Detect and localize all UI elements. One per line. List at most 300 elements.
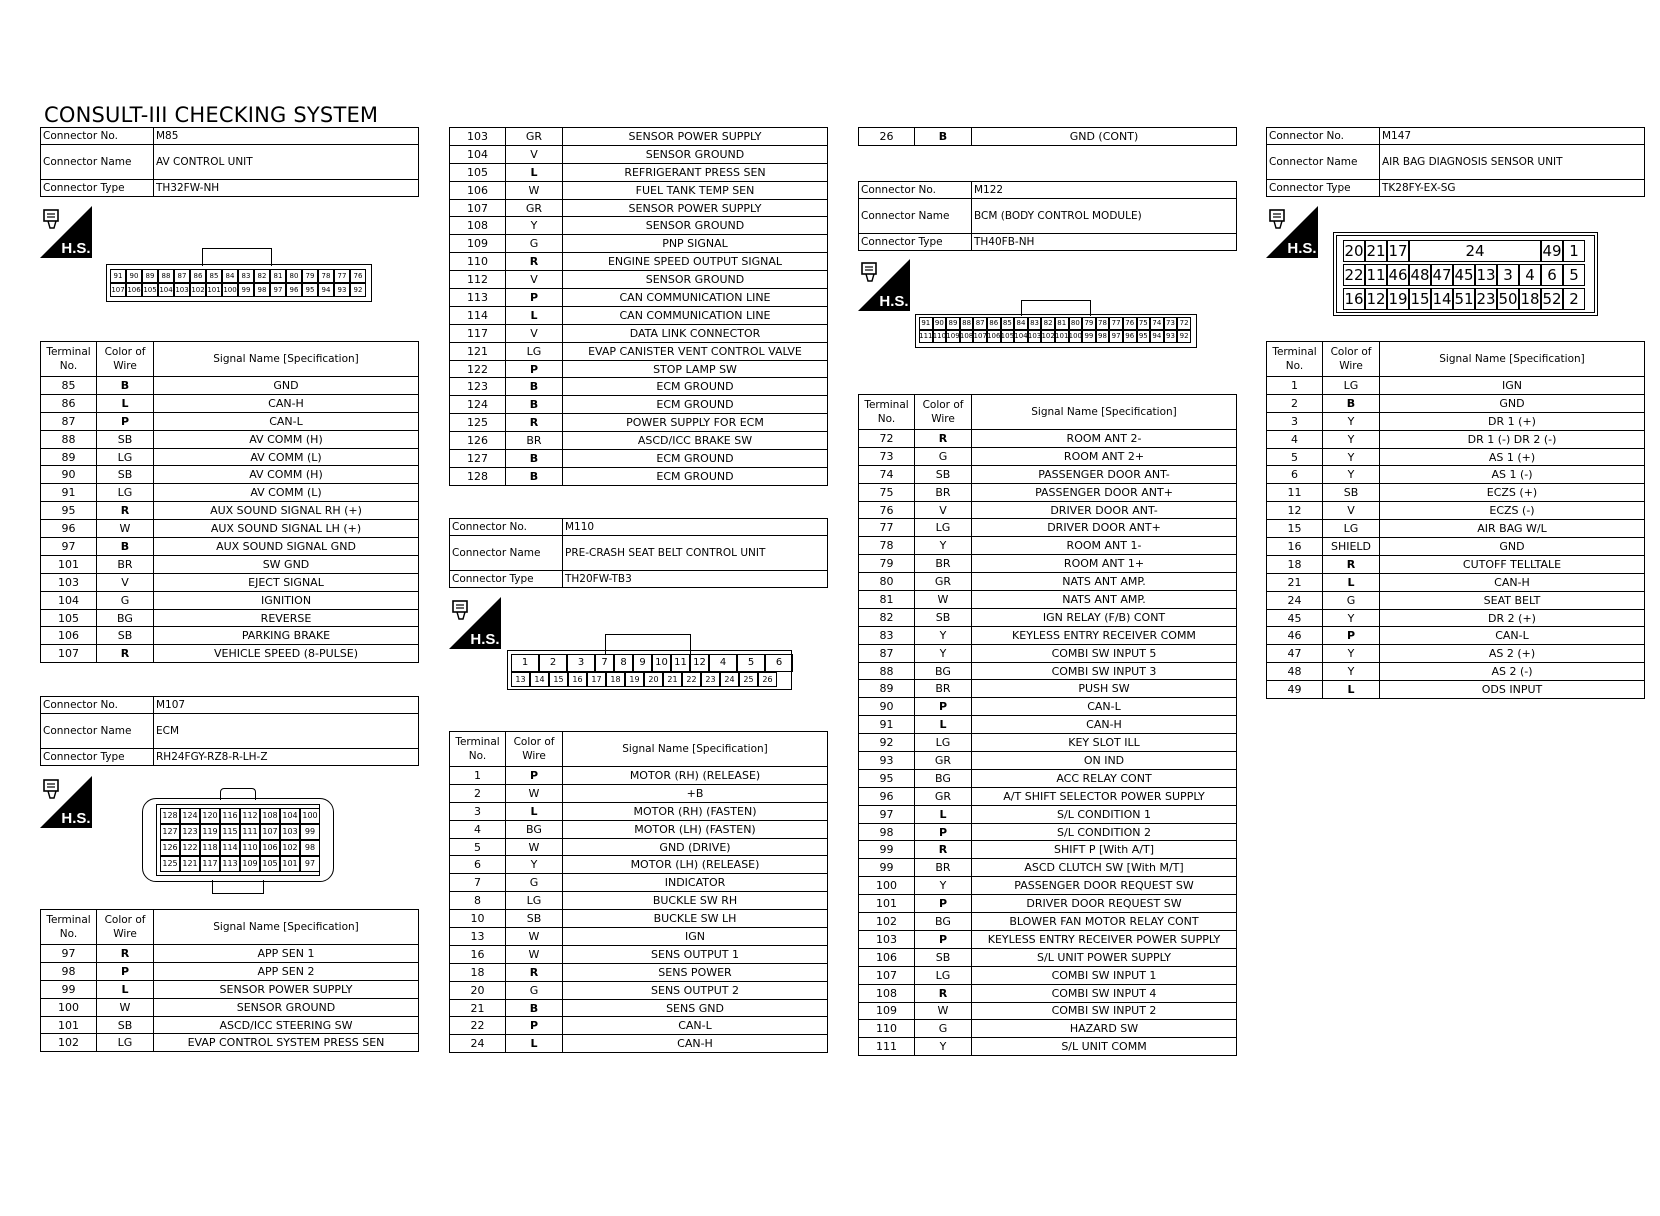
pin-row	[110, 283, 366, 297]
m107-connector-diagram	[142, 788, 334, 894]
wire-color-cell: P	[915, 823, 972, 841]
signal-name-cell: CAN-L	[563, 1017, 828, 1035]
wire-color-cell: W	[506, 928, 563, 946]
connector-pin: 52	[1541, 288, 1563, 310]
terminal-no-cell: 10	[450, 910, 506, 928]
signal-name-cell: EJECT SIGNAL	[154, 573, 419, 591]
terminal-no-cell: 24	[1267, 591, 1323, 609]
m147-signal-table	[1266, 341, 1645, 699]
signal-name-cell: BUCKLE SW RH	[563, 892, 828, 910]
terminal-no-cell: 96	[41, 520, 97, 538]
terminal-no-cell: 1	[1267, 377, 1323, 395]
wire-color-cell: SB	[97, 466, 154, 484]
connector-pin: 112	[240, 808, 260, 824]
connector-pin: 50	[1497, 288, 1519, 310]
wire-color-cell: V	[506, 145, 563, 163]
wire-color-cell: R	[915, 984, 972, 1002]
wire-color-cell: Y	[915, 537, 972, 555]
pin-row	[160, 856, 320, 872]
wire-color-cell: L	[506, 163, 563, 181]
terminal-no-cell: 46	[1267, 627, 1323, 645]
terminal-no-cell: 113	[450, 289, 506, 307]
signal-name-cell: AUX SOUND SIGNAL RH (+)	[154, 502, 419, 520]
signal-name-cell: +B	[563, 784, 828, 802]
connector-pin: 104	[280, 808, 300, 824]
connector-pin: 12	[690, 654, 709, 672]
terminal-no-cell: 108	[450, 217, 506, 235]
table-row	[41, 484, 419, 502]
table-row	[450, 432, 828, 450]
terminal-no-cell: 2	[450, 784, 506, 802]
wire-color-cell: BR	[506, 432, 563, 450]
signal-name-cell: PARKING BRAKE	[154, 627, 419, 645]
terminal-no-cell: 107	[41, 645, 97, 663]
terminal-no-cell: 87	[859, 644, 915, 662]
table-row	[859, 984, 1237, 1002]
connector-pin: 84	[222, 269, 238, 283]
terminal-no-cell: 21	[450, 999, 506, 1017]
wire-color-cell: Y	[506, 217, 563, 235]
table-row	[41, 377, 419, 395]
connector-pin: 111	[919, 330, 933, 343]
harness-side-symbol	[858, 259, 910, 311]
table-row	[859, 769, 1237, 787]
terminal-no-cell: 110	[859, 1020, 915, 1038]
table-row	[1267, 573, 1645, 591]
wire-color-cell: W	[97, 520, 154, 538]
signal-name-cell: CAN-L	[972, 698, 1237, 716]
signal-name-cell: S/L CONDITION 1	[972, 805, 1237, 823]
signal-name-header: Signal Name [Specification]	[154, 342, 419, 377]
table-row	[859, 877, 1237, 895]
terminal-no-header: Terminal No.	[859, 395, 915, 430]
m122-connector-diagram	[915, 300, 1197, 348]
connector-pin: 13	[1475, 264, 1497, 286]
signal-name-cell: INDICATOR	[563, 874, 828, 892]
wire-color-cell: BG	[915, 913, 972, 931]
signal-name-cell: MOTOR (LH) (FASTEN)	[563, 820, 828, 838]
wire-color-cell: Y	[915, 877, 972, 895]
terminal-no-cell: 92	[859, 734, 915, 752]
signal-name-cell: PUSH SW	[972, 680, 1237, 698]
connector-pin: 101	[206, 283, 222, 297]
connector-pin: 14	[530, 672, 549, 687]
signal-name-cell: SENS OUTPUT 1	[563, 945, 828, 963]
table-row	[450, 217, 828, 235]
wire-color-cell: GR	[915, 752, 972, 770]
terminal-no-cell: 121	[450, 342, 506, 360]
terminal-no-cell: 6	[450, 856, 506, 874]
table-row	[450, 784, 828, 802]
table-row	[450, 838, 828, 856]
terminal-no-cell: 99	[859, 859, 915, 877]
connector-pin: 1	[511, 654, 539, 672]
terminal-no-cell: 97	[41, 538, 97, 556]
terminal-no-cell: 8	[450, 892, 506, 910]
signal-name-cell: EVAP CANISTER VENT CONTROL VALVE	[563, 342, 828, 360]
connector-pin: 93	[334, 283, 350, 297]
table-row	[1267, 663, 1645, 681]
m121-signal-table-end	[858, 127, 1237, 146]
connector-pin: 6	[1541, 264, 1563, 286]
pin-row	[511, 672, 777, 687]
signal-name-header: Signal Name [Specification]	[1380, 342, 1645, 377]
connector-pin: 128	[160, 808, 180, 824]
signal-name-cell: CUTOFF TELLTALE	[1380, 555, 1645, 573]
connector-pin: 9	[633, 654, 652, 672]
signal-name-cell: DRIVER DOOR ANT+	[972, 519, 1237, 537]
connector-pin: 77	[334, 269, 350, 283]
wire-color-cell: SB	[915, 608, 972, 626]
wire-color-cell: L	[915, 716, 972, 734]
table-row	[859, 626, 1237, 644]
signal-name-cell: DR 1 (-) DR 2 (-)	[1380, 430, 1645, 448]
table-row	[41, 591, 419, 609]
wire-color-cell: P	[915, 698, 972, 716]
connector-pin: 11	[671, 654, 690, 672]
signal-name-cell: AS 2 (-)	[1380, 663, 1645, 681]
table-row	[859, 913, 1237, 931]
connector-pin: 117	[200, 856, 220, 872]
hs-label: H.S.	[879, 293, 909, 310]
terminal-no-cell: 6	[1267, 466, 1323, 484]
table-row	[859, 483, 1237, 501]
terminal-no-cell: 95	[41, 502, 97, 520]
connector-pin: 99	[300, 824, 320, 840]
connector-pin: 88	[158, 269, 174, 283]
terminal-no-cell: 107	[859, 966, 915, 984]
table-row	[450, 199, 828, 217]
wire-color-cell: Y	[506, 856, 563, 874]
connector-name-value: AIR BAG DIAGNOSIS SENSOR UNIT	[1380, 145, 1645, 180]
connector-name-label: Connector Name	[450, 536, 563, 571]
wire-color-cell: P	[97, 412, 154, 430]
terminal-no-header: Terminal No.	[41, 342, 97, 377]
signal-name-cell: SENSOR POWER SUPPLY	[563, 128, 828, 146]
connector-pin: 79	[302, 269, 318, 283]
table-row	[41, 448, 419, 466]
signal-name-cell: ROOM ANT 2+	[972, 447, 1237, 465]
harness-side-icon	[449, 597, 501, 649]
signal-name-cell: COMBI SW INPUT 1	[972, 966, 1237, 984]
connector-type-value: TK28FY-EX-SG	[1380, 180, 1645, 197]
wire-color-cell: BR	[915, 680, 972, 698]
table-row	[41, 609, 419, 627]
terminal-no-cell: 4	[450, 820, 506, 838]
wire-color-cell: B	[506, 467, 563, 485]
signal-name-cell: AIR BAG W/L	[1380, 520, 1645, 538]
connector-pin: 12	[1365, 288, 1387, 310]
table-row	[450, 271, 828, 289]
table-row	[41, 412, 419, 430]
signal-name-cell: ECZS (+)	[1380, 484, 1645, 502]
table-row	[1267, 430, 1645, 448]
terminal-no-cell: 1	[450, 767, 506, 785]
table-header-row	[41, 342, 419, 377]
connector-pin: 123	[180, 824, 200, 840]
connector-pin: 16	[1343, 288, 1365, 310]
connector-pin: 83	[1028, 317, 1042, 330]
connector-name-value: AV CONTROL UNIT	[154, 145, 419, 180]
connector-pin: 75	[1137, 317, 1151, 330]
table-row	[1267, 609, 1645, 627]
terminal-no-cell: 99	[859, 841, 915, 859]
signal-name-cell: PASSENGER DOOR ANT+	[972, 483, 1237, 501]
signal-name-cell: GND	[1380, 538, 1645, 556]
connector-housing	[202, 248, 272, 266]
connector-pin: 105	[142, 283, 158, 297]
connector-pin: 87	[973, 317, 987, 330]
connector-pin: 100	[222, 283, 238, 297]
wire-color-cell: LG	[97, 448, 154, 466]
table-row	[859, 948, 1237, 966]
terminal-no-cell: 125	[450, 414, 506, 432]
connector-pin: 97	[270, 283, 286, 297]
harness-side-symbol	[1266, 206, 1318, 258]
table-row	[450, 928, 828, 946]
signal-name-cell: REFRIGERANT PRESS SEN	[563, 163, 828, 181]
connector-pin: 111	[240, 824, 260, 840]
signal-name-cell: ROOM ANT 1-	[972, 537, 1237, 555]
table-row	[450, 145, 828, 163]
terminal-no-cell: 16	[1267, 538, 1323, 556]
connector-no-value: M110	[563, 519, 828, 536]
pin-row	[511, 654, 793, 672]
table-row	[450, 163, 828, 181]
connector-pin: 102	[190, 283, 206, 297]
signal-name-cell: S/L UNIT COMM	[972, 1038, 1237, 1056]
table-row	[1267, 466, 1645, 484]
table-row	[450, 1035, 828, 1053]
signal-name-cell: PASSENGER DOOR REQUEST SW	[972, 877, 1237, 895]
connector-pin: 25	[739, 672, 758, 687]
terminal-no-cell: 112	[450, 271, 506, 289]
connector-pin: 5	[1563, 264, 1585, 286]
connector-pin: 24	[720, 672, 739, 687]
signal-name-cell: AS 1 (-)	[1380, 466, 1645, 484]
connector-type-value: TH20FW-TB3	[563, 571, 828, 588]
connector-pin: 78	[318, 269, 334, 283]
terminal-no-cell: 24	[450, 1035, 506, 1053]
connector-type-label: Connector Type	[41, 749, 154, 766]
terminal-no-cell: 111	[859, 1038, 915, 1056]
connector-pin: 7	[595, 654, 614, 672]
signal-name-cell: SENSOR POWER SUPPLY	[563, 199, 828, 217]
terminal-no-cell: 22	[450, 1017, 506, 1035]
signal-name-cell: SENSOR POWER SUPPLY	[154, 980, 419, 998]
table-row	[41, 645, 419, 663]
connector-pin: 109	[240, 856, 260, 872]
wire-color-cell: V	[506, 324, 563, 342]
connector-type-label: Connector Type	[859, 234, 972, 251]
connector-pin: 97	[300, 856, 320, 872]
wire-color-cell: W	[506, 784, 563, 802]
table-row	[41, 430, 419, 448]
signal-name-cell: GND	[154, 377, 419, 395]
connector-pin: 107	[973, 330, 987, 343]
wire-color-cell: W	[506, 945, 563, 963]
table-row	[859, 573, 1237, 591]
signal-name-cell: STOP LAMP SW	[563, 360, 828, 378]
signal-name-cell: ENGINE SPEED OUTPUT SIGNAL	[563, 253, 828, 271]
wire-color-cell: W	[915, 1002, 972, 1020]
signal-name-cell: REVERSE	[154, 609, 419, 627]
signal-name-cell: GND	[1380, 394, 1645, 412]
hs-label: H.S.	[61, 810, 91, 827]
terminal-no-cell: 103	[859, 930, 915, 948]
m122-info-table	[858, 181, 1237, 251]
table-row	[450, 235, 828, 253]
signal-name-cell: AV COMM (H)	[154, 430, 419, 448]
connector-type-value: TH40FB-NH	[972, 234, 1237, 251]
signal-name-cell: AS 2 (+)	[1380, 645, 1645, 663]
pin-row	[160, 808, 320, 824]
connector-pin: 51	[1453, 288, 1475, 310]
wire-color-cell: L	[506, 802, 563, 820]
table-row	[1267, 377, 1645, 395]
connector-no-value: M107	[154, 697, 419, 714]
connector-type-value: RH24FGY-RZ8-R-LH-Z	[154, 749, 419, 766]
connector-no-label: Connector No.	[859, 182, 972, 199]
signal-name-cell: ON IND	[972, 752, 1237, 770]
signal-name-cell: POWER SUPPLY FOR ECM	[563, 414, 828, 432]
signal-name-cell: SENSOR GROUND	[563, 145, 828, 163]
terminal-no-cell: 4	[1267, 430, 1323, 448]
connector-pin: 4	[709, 654, 737, 672]
connector-pin: 3	[1497, 264, 1519, 286]
terminal-no-cell: 88	[41, 430, 97, 448]
connector-pin: 22	[682, 672, 701, 687]
wire-color-cell: Y	[915, 1038, 972, 1056]
wire-color-cell: BR	[915, 859, 972, 877]
connector-pin: 2	[1563, 288, 1585, 310]
terminal-no-cell: 48	[1267, 663, 1323, 681]
wire-color-cell: LG	[1323, 377, 1380, 395]
signal-name-cell: KEY SLOT ILL	[972, 734, 1237, 752]
signal-name-header: Signal Name [Specification]	[972, 395, 1237, 430]
connector-pin: 109	[946, 330, 960, 343]
wire-color-cell: SB	[97, 627, 154, 645]
connector-pin: 99	[238, 283, 254, 297]
signal-name-cell: SENS OUTPUT 2	[563, 981, 828, 999]
signal-name-cell: GND (DRIVE)	[563, 838, 828, 856]
terminal-no-cell: 104	[450, 145, 506, 163]
connector-pin: 94	[1150, 330, 1164, 343]
hs-label: H.S.	[470, 631, 500, 648]
connector-pin: 96	[1123, 330, 1137, 343]
table-row	[41, 962, 419, 980]
connector-pin: 92	[350, 283, 366, 297]
connector-pin: 45	[1453, 264, 1475, 286]
connector-pin: 73	[1164, 317, 1178, 330]
m107-signal-table-continued	[449, 127, 828, 486]
table-row	[859, 859, 1237, 877]
table-row	[450, 856, 828, 874]
table-row	[859, 537, 1237, 555]
table-row	[450, 981, 828, 999]
wire-color-cell: BR	[915, 555, 972, 573]
signal-name-cell: IGNITION	[154, 591, 419, 609]
connector-pin: 113	[220, 856, 240, 872]
connector-pin: 76	[1123, 317, 1137, 330]
terminal-no-cell: 95	[859, 769, 915, 787]
connector-pin: 2	[539, 654, 567, 672]
connector-no-value: M122	[972, 182, 1237, 199]
signal-name-cell: APP SEN 2	[154, 962, 419, 980]
connector-housing	[220, 788, 256, 800]
table-row	[41, 1034, 419, 1052]
connector-pin: 120	[200, 808, 220, 824]
connector-pin: 116	[220, 808, 240, 824]
table-row	[450, 892, 828, 910]
connector-pin: 49	[1541, 240, 1563, 262]
table-header-row	[41, 910, 419, 945]
table-row	[450, 767, 828, 785]
wire-color-cell: BG	[915, 769, 972, 787]
wire-color-cell: V	[97, 573, 154, 591]
terminal-no-cell: 86	[41, 394, 97, 412]
terminal-no-cell: 98	[41, 962, 97, 980]
table-row	[450, 342, 828, 360]
table-header-row	[1267, 342, 1645, 377]
table-header-row	[450, 732, 828, 767]
wire-color-cell: V	[506, 271, 563, 289]
connector-pin: 97	[1109, 330, 1123, 343]
terminal-no-cell: 103	[41, 573, 97, 591]
connector-pin: 3	[567, 654, 595, 672]
table-row	[41, 980, 419, 998]
connector-pin: 100	[300, 808, 320, 824]
connector-pin: 83	[238, 269, 254, 283]
connector-name-value: BCM (BODY CONTROL MODULE)	[972, 199, 1237, 234]
wire-color-cell: Y	[1323, 412, 1380, 430]
table-row	[450, 910, 828, 928]
wire-color-cell: LG	[915, 734, 972, 752]
m147-connector-diagram	[1333, 232, 1598, 316]
m110-signal-table	[449, 731, 828, 1053]
connector-pin: 102	[1041, 330, 1055, 343]
connector-no-value: M85	[154, 128, 419, 145]
table-row	[1267, 412, 1645, 430]
table-row	[450, 253, 828, 271]
connector-pin: 24	[1409, 240, 1541, 262]
table-row	[859, 823, 1237, 841]
wire-color-cell: P	[1323, 627, 1380, 645]
wire-color-cell: B	[506, 396, 563, 414]
connector-pin: 76	[350, 269, 366, 283]
signal-name-cell: BUCKLE SW LH	[563, 910, 828, 928]
connector-pin: 19	[625, 672, 644, 687]
signal-name-cell: AS 1 (+)	[1380, 448, 1645, 466]
terminal-no-cell: 90	[859, 698, 915, 716]
connector-pin: 94	[318, 283, 334, 297]
hs-label: H.S.	[1287, 240, 1317, 257]
connector-pin: 46	[1387, 264, 1409, 286]
pin-row	[160, 824, 320, 840]
connector-pin: 23	[1475, 288, 1497, 310]
harness-side-symbol	[40, 776, 92, 828]
table-row	[450, 999, 828, 1017]
connector-type-label: Connector Type	[450, 571, 563, 588]
table-row	[41, 555, 419, 573]
signal-name-cell: ECM GROUND	[563, 378, 828, 396]
wire-color-cell: GR	[915, 787, 972, 805]
signal-name-cell: SENSOR GROUND	[563, 271, 828, 289]
wire-color-cell: P	[506, 289, 563, 307]
terminal-no-cell: 124	[450, 396, 506, 414]
connector-pin: 6	[765, 654, 793, 672]
connector-pin: 96	[286, 283, 302, 297]
